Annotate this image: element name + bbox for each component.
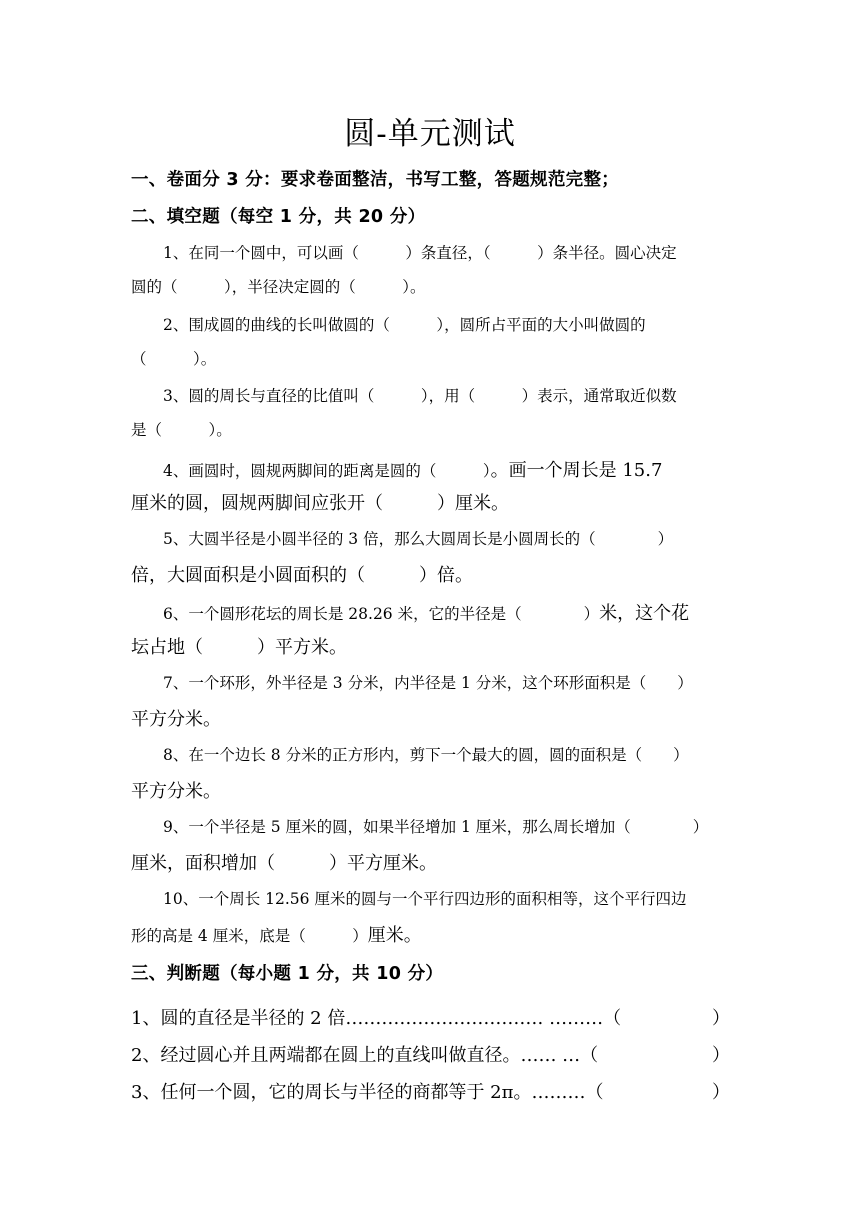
- section-1-heading: 一、卷面分 3 分：要求卷面整洁，书写工整，答题规范完整；: [131, 170, 620, 190]
- question-1-line-1: 1、在同一个圆中，可以画（ ）条直径，（ ）条半径。圆心决定: [163, 244, 677, 262]
- question-4-line-2: 厘米的圆，圆规两脚间应张开（ ）厘米。: [131, 493, 509, 514]
- question-1-line-2: 圆的（ ），半径决定圆的（ ）。: [131, 278, 426, 296]
- question-6-line-1: [163, 599, 689, 625]
- question-4-line-1-part-b: 。画一个周长是 15.7: [490, 460, 663, 481]
- question-9-line-1: 9、一个半径是 5 厘米的圆，如果半径增加 1 厘米，那么周长增加（ ）: [163, 818, 709, 836]
- true-false-item-3-answer-box: ）: [712, 1082, 730, 1103]
- question-3-line-1: 3、圆的周长与直径的比值叫（ ），用（ ）表示，通常取近似数: [163, 387, 677, 405]
- true-false-item-3-text: 3、任何一个圆，它的周长与半径的商都等于 2π。………（: [131, 1082, 604, 1103]
- question-4-line-1-part-a: 4、画圆时，圆规两脚间的距离是圆的（ ）: [163, 462, 491, 480]
- section-3-heading: 三、判断题（每小题 1 分，共 10 分）: [131, 964, 444, 984]
- question-10-line-2-part-b: 厘米。: [367, 925, 422, 946]
- question-4-line-1: [163, 456, 662, 482]
- question-8-line-2: 平方分米。: [131, 781, 221, 802]
- question-10-line-1: 10、一个周长 12.56 厘米的圆与一个平行四边形的面积相等，这个平行四边: [163, 890, 687, 908]
- true-false-item-2-answer-box: ）: [712, 1045, 730, 1066]
- question-7-line-1: 7、一个环形，外半径是 3 分米，内半径是 1 分米，这个环形面积是（ ）: [163, 674, 693, 692]
- true-false-item-2: [131, 1041, 730, 1067]
- question-6-line-1-part-b: 米，这个花: [599, 603, 690, 624]
- question-8-line-1: 8、在一个边长 8 分米的正方形内，剪下一个最大的圆，圆的面积是（ ）: [163, 746, 689, 764]
- true-false-item-1-answer-box: ）: [712, 1008, 730, 1029]
- question-2-line-2: （ ）。: [131, 350, 217, 368]
- question-5-line-2: 倍，大圆面积是小圆面积的（ ）倍。: [131, 565, 473, 586]
- true-false-item-3: [131, 1078, 730, 1104]
- question-9-line-2: 厘米，面积增加（ ）平方厘米。: [131, 853, 437, 874]
- section-2-heading: 二、填空题（每空 1 分，共 20 分）: [131, 207, 426, 227]
- question-10-line-2-part-a: 形的高是 4 厘米，底是（ ）: [131, 927, 368, 945]
- page-title: 圆-单元测试: [344, 116, 516, 152]
- true-false-item-1: [131, 1004, 730, 1030]
- question-6-line-2: 坛占地（ ）平方米。: [131, 637, 347, 658]
- question-2-line-1: 2、围成圆的曲线的长叫做圆的（ ），圆所占平面的大小叫做圆的: [163, 316, 646, 334]
- question-7-line-2: 平方分米。: [131, 709, 221, 730]
- question-6-line-1-part-a: 6、一个圆形花坛的周长是 28.26 米，它的半径是（ ）: [163, 605, 600, 623]
- true-false-item-1-text: 1、圆的直径是半径的 2 倍…………………………… ………（: [131, 1008, 622, 1029]
- question-3-line-2: 是（ ）。: [131, 421, 232, 439]
- question-5-line-1: 5、大圆半径是小圆半径的 3 倍，那么大圆周长是小圆周长的（ ）: [163, 530, 674, 548]
- true-false-item-2-text: 2、经过圆心并且两端都在圆上的直线叫做直径。…… …（: [131, 1045, 599, 1066]
- question-10-line-2: [131, 921, 422, 947]
